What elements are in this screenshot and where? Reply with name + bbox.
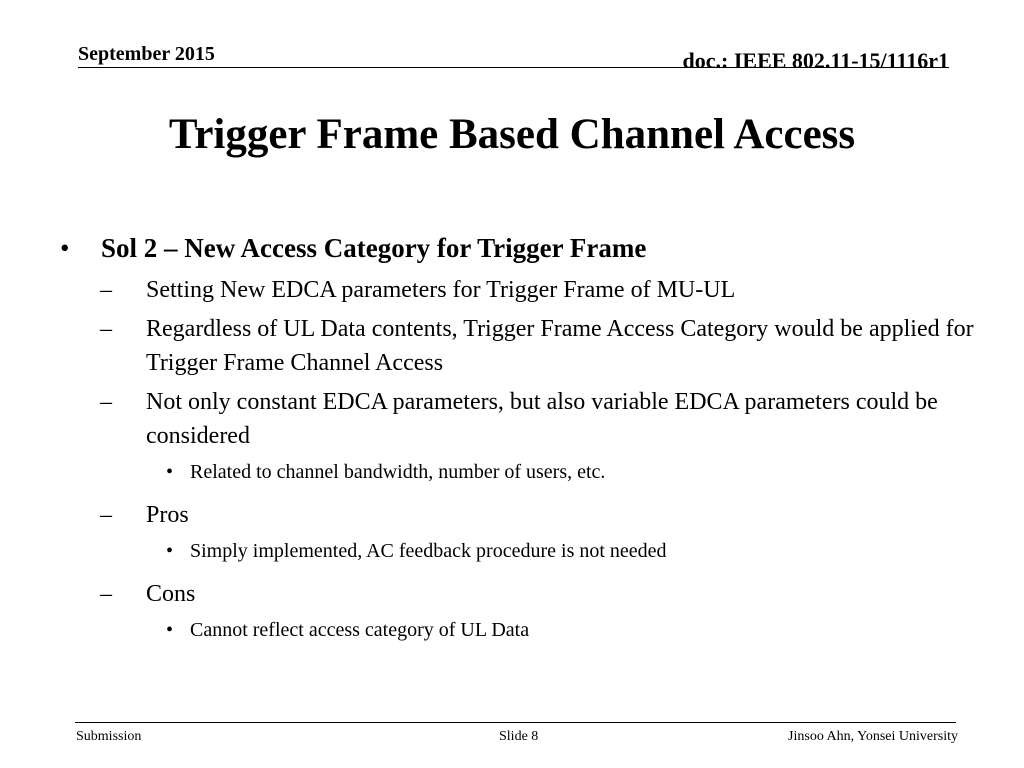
sub-bullet-variable-edca	[98, 385, 978, 453]
sub-bullet-regardless	[98, 312, 978, 380]
dash-marker: –	[100, 277, 112, 303]
sub-sub-bullet-text: Related to channel bandwidth, number of users, etc.	[190, 461, 606, 483]
bullet-marker: •	[166, 540, 174, 562]
dash-marker: –	[100, 502, 112, 528]
bullet-marker: •	[166, 461, 174, 483]
footer-submission: Submission	[76, 729, 142, 744]
slide-title: Trigger Frame Based Channel Access	[168, 111, 856, 158]
dash-marker: –	[100, 581, 112, 607]
slide-body	[58, 230, 978, 656]
sub-sub-bullet-text: Cannot reflect access category of UL Data	[190, 619, 530, 641]
sub-bullet-pros	[98, 498, 978, 532]
bullet-marker: •	[166, 619, 174, 641]
sub-bullet-setting-edca	[98, 273, 978, 307]
sub-bullet-text: Pros	[146, 502, 189, 528]
header-divider	[78, 67, 949, 68]
sub-bullet-text: Setting New EDCA parameters for Trigger Frame of MU-UL	[146, 277, 736, 303]
sub-sub-bullet-text: Simply implemented, AC feedback procedure is not needed	[190, 540, 667, 562]
sub-sub-bullet-related	[166, 458, 978, 486]
bullet-marker: •	[60, 233, 70, 263]
dash-marker: –	[100, 316, 112, 342]
bullet-text: Sol 2 – New Access Category for Trigger Frame	[101, 233, 647, 263]
sub-sub-bullet-cannot	[166, 616, 978, 644]
sub-bullet-cons	[98, 577, 978, 611]
sub-sub-bullet-simply	[166, 537, 978, 565]
dash-marker: –	[100, 389, 112, 415]
footer-author: Jinsoo Ahn, Yonsei University	[788, 729, 958, 744]
bullet-sol2	[58, 230, 978, 267]
footer-slide-number: Slide 8	[499, 729, 539, 744]
sub-bullet-text: Not only constant EDCA parameters, but also variable EDCA parameters could be considered	[146, 389, 938, 449]
footer-divider	[75, 722, 956, 723]
sub-bullet-text: Regardless of UL Data contents, Trigger Frame Access Category would be applied for Trigger Frame Channel Access	[146, 316, 974, 376]
header-doc-id: doc.: IEEE 802.11-15/1116r1	[682, 48, 949, 73]
header-date: September 2015	[78, 43, 215, 65]
sub-bullet-text: Cons	[146, 581, 196, 607]
